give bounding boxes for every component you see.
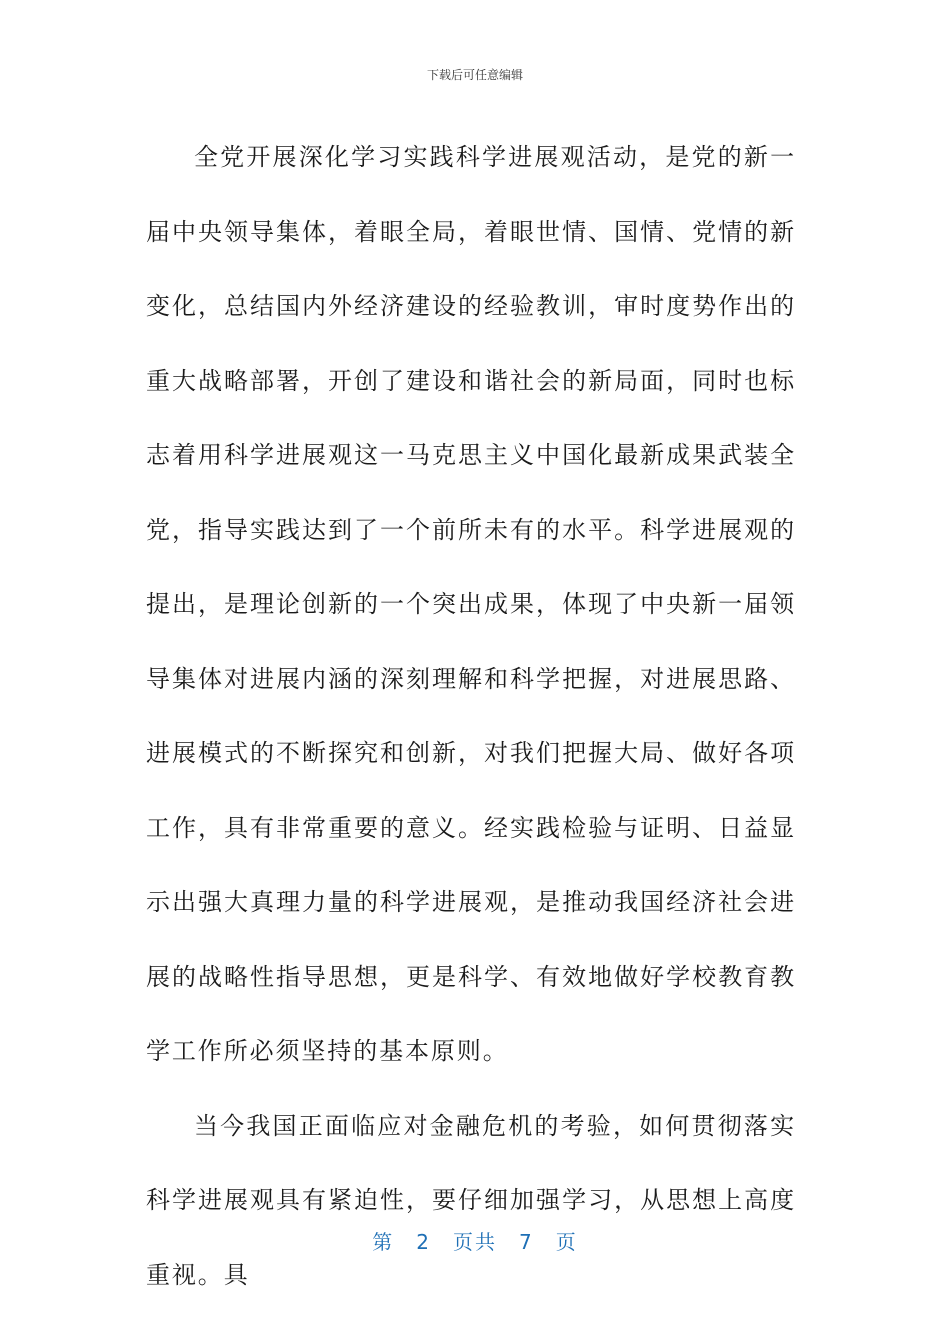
paragraph-1: 全党开展深化学习实践科学进展观活动，是党的新一届中央领导集体，着眼全局，着眼世情、国情、党情的新变化，总结国内外经济建设的经验教训，审时度势作出的重大战略部署，开创了建设和谐社会的新局面，同时也标志着用科学进展观这一马克思主义中国化最新成果武装全党，指导实践达到了一个前所未有的水平。科学进展观的提出，是理论创新的一个突出成果，体现了中央新一届领导集体对进展内涵的深刻理解和科学把握，对进展思路、进展模式的不断探究和创新，对我们把握大局、做好各项工作，具有非常重要的意义。经实践检验与证明、日益显示出强大真理力量的科学进展观，是推动我国经济社会进展的战略性指导思想，更是科学、有效地做好学校教育教学工作所必须坚持的基本原则。 [146, 143, 796, 1065]
paragraph-2: 当今我国正面临应对金融危机的考验，如何贯彻落实科学进展观具有紧迫性，要仔细加强学习，从思想上高度重视。具 [146, 1111, 796, 1289]
document-body [146, 120, 796, 1312]
footer-prefix: 第 [372, 1230, 395, 1254]
footer-page-number: 2 [416, 1230, 431, 1254]
footer-total-pages: 7 [519, 1230, 534, 1254]
footer-middle: 页共 [453, 1230, 497, 1254]
footer-suffix: 页 [555, 1230, 578, 1254]
page-header-note: 下载后可任意编辑 [426, 68, 523, 82]
page-number-footer [0, 1226, 950, 1255]
